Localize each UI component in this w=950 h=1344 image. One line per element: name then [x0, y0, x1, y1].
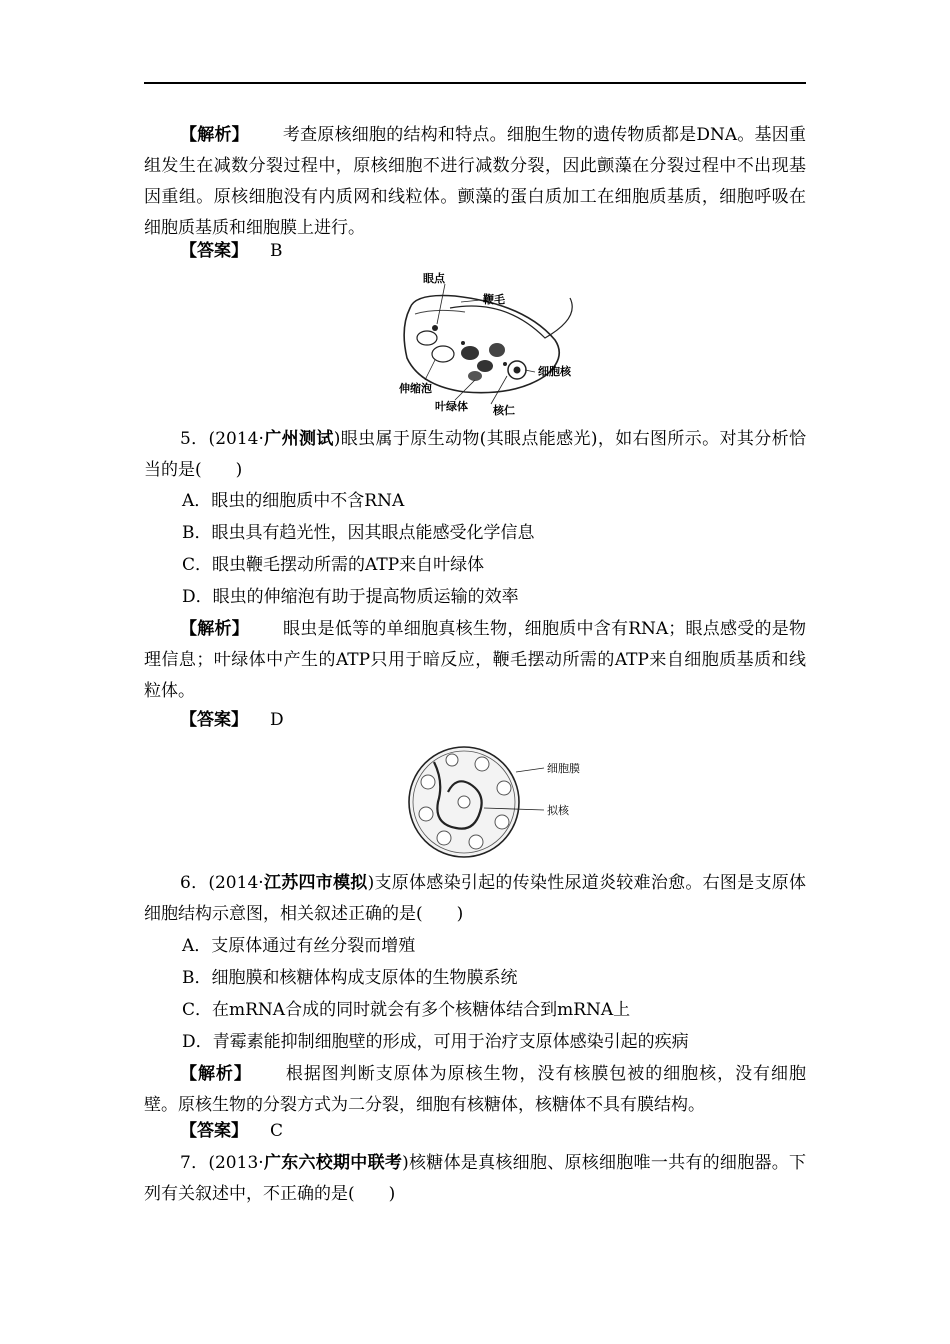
question-number: 6．(2014· [180, 873, 264, 893]
q5-option-a: A．眼虫的细胞质中不含RNA [182, 491, 405, 511]
q6-option-d: D．青霉素能抑制细胞壁的形成，可用于治疗支原体感染引起的疾病 [182, 1032, 689, 1052]
answer-label: 【答案】 [180, 710, 248, 730]
question-source: 江苏四市模拟 [263, 873, 368, 893]
mycoplasma-figure [404, 742, 594, 862]
question-stem: )支原体感染引起的传染性尿道炎较难治愈。右图是支原体细胞结构示意图，相关叙述正确的是( ) [144, 873, 806, 924]
analysis-label: 【解析】 [180, 1064, 252, 1084]
label-eyespot: 眼点 [423, 272, 445, 285]
answer-value: B [270, 241, 283, 261]
question-source: 广州测试 [263, 429, 334, 449]
answer-value: C [270, 1121, 284, 1141]
q5-answer [144, 705, 806, 736]
q6-answer [144, 1116, 806, 1147]
q7-stem [144, 1148, 806, 1210]
q6-analysis [144, 1059, 806, 1121]
q5-analysis [144, 614, 806, 707]
question-source: 广东六校期中联考 [263, 1153, 403, 1173]
label-contractile-vacuole: 伸缩泡 [399, 382, 432, 395]
q5-option-c: C．眼虫鞭毛摆动所需的ATP来自叶绿体 [182, 555, 485, 575]
question-number: 7．(2013· [180, 1153, 264, 1173]
q5-option-d: D．眼虫的伸缩泡有助于提高物质运输的效率 [182, 587, 519, 607]
analysis-text: 根据图判断支原体为原核生物，没有核膜包被的细胞核，没有细胞壁。原核生物的分裂方式为二分裂，细胞有核糖体，核糖体不具有膜结构。 [144, 1064, 806, 1115]
label-cell-membrane: 细胞膜 [547, 762, 580, 775]
label-nucleus: 细胞核 [538, 365, 571, 378]
euglena-figure [395, 268, 595, 416]
q5-stem [144, 424, 806, 486]
q4-answer [144, 236, 806, 267]
analysis-label: 【解析】 [180, 619, 250, 639]
analysis-text: 考查原核细胞的结构和特点。细胞生物的遗传物质都是DNA。基因重组发生在减数分裂过程中，原核细胞不进行减数分裂，因此颤藻在分裂过程中不出现基因重组。原核细胞没有内质网和线粒体。颤藻的蛋白质加工在细胞质基质，细胞呼吸在细胞质基质和细胞膜上进行。 [144, 125, 807, 238]
answer-value: D [270, 710, 284, 730]
label-chloroplast: 叶绿体 [435, 400, 468, 413]
answer-label: 【答案】 [180, 1121, 248, 1141]
label-nucleolus: 核仁 [493, 404, 515, 416]
label-nucleoid: 拟核 [547, 804, 569, 817]
analysis-text: 眼虫是低等的单细胞真核生物，细胞质中含有RNA；眼点感受的是物理信息；叶绿体中产生的ATP只用于暗反应，鞭毛摆动所需的ATP来自细胞质基质和线粒体。 [144, 619, 807, 701]
analysis-label: 【解析】 [180, 125, 249, 145]
label-flagellum: 鞭毛 [483, 293, 505, 306]
q6-option-b: B．细胞膜和核糖体构成支原体的生物膜系统 [182, 968, 518, 988]
header-rule [144, 82, 806, 84]
q5-option-b: B．眼虫具有趋光性，因其眼点能感受化学信息 [182, 523, 535, 543]
answer-label: 【答案】 [180, 241, 248, 261]
q4-analysis [144, 120, 806, 244]
question-stem: )眼虫属于原生动物(其眼点能感光)，如右图所示。对其分析恰当的是( ) [144, 429, 806, 480]
question-number: 5．(2014· [180, 429, 264, 449]
q6-option-c: C．在mRNA合成的同时就会有多个核糖体结合到mRNA上 [182, 1000, 631, 1020]
q6-stem [144, 868, 806, 930]
q6-option-a: A．支原体通过有丝分裂而增殖 [182, 936, 416, 956]
question-stem: )核糖体是真核细胞、原核细胞唯一共有的细胞器。下列有关叙述中，不正确的是( ) [144, 1153, 807, 1204]
